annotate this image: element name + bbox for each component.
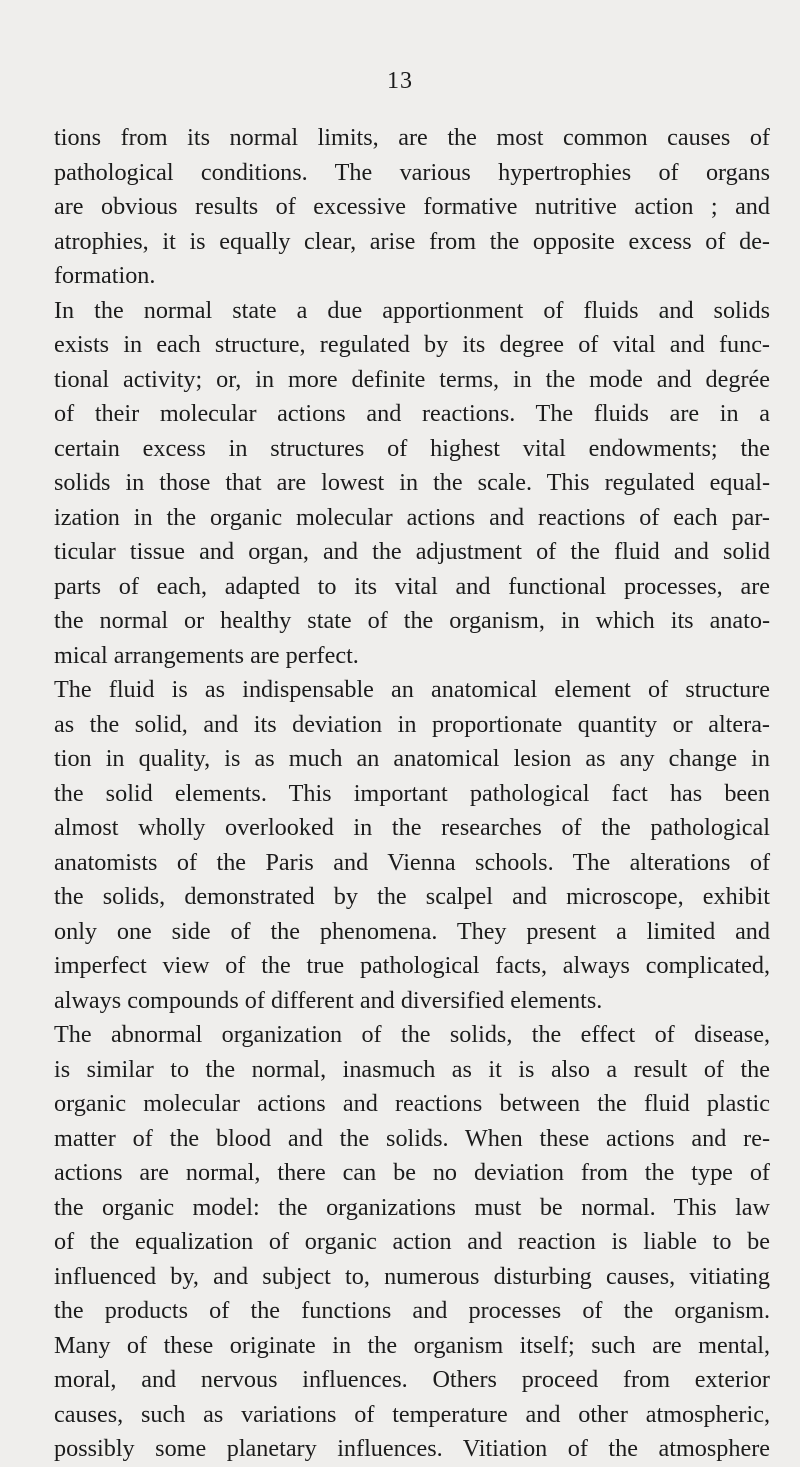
text-line: solids in those that are lowest in the scale. This regulated equal- [54, 469, 770, 496]
text-line: of the equalization of organic action and reaction is liable to be [54, 1228, 770, 1255]
page-number: 13 [387, 68, 413, 94]
text-line: imperfect view of the true pathological facts, always complicated, [54, 952, 770, 979]
text-line: tions from its normal limits, are the most common causes of [54, 124, 770, 151]
text-line: ticular tissue and organ, and the adjustment of the fluid and solid [54, 538, 770, 565]
text-line: the products of the functions and processes of the organism. [54, 1297, 770, 1324]
text-line: certain excess in structures of highest vital endowments; the [54, 434, 770, 462]
text-line: moral, and nervous influences. Others proceed from exterior [54, 1366, 770, 1393]
text-line: of their molecular actions and reactions. The fluids are in a [54, 400, 770, 427]
text-line: matter of the blood and the solids. When these actions and re- [54, 1124, 770, 1152]
text-line: is similar to the normal, inasmuch as it is also a result of the [54, 1055, 770, 1083]
text-line: The abnormal organization of the solids, the effect of disease, [54, 1021, 770, 1048]
text-line: exists in each structure, regulated by its degree of vital and func- [54, 331, 770, 358]
text-line: influenced by, and subject to, numerous disturbing causes, vitiating [54, 1262, 770, 1290]
text-line: are obvious results of excessive formative nutritive action ; and [54, 193, 770, 220]
text-line: mical arrangements are perfect. [54, 641, 359, 669]
page-body-text [54, 121, 770, 1467]
text-line: the organic model: the organizations must be normal. This law [54, 1193, 770, 1221]
text-line: tional activity; or, in more definite terms, in the mode and degrée [54, 365, 770, 393]
text-line: actions are normal, there can be no deviation from the type of [54, 1159, 770, 1186]
text-line: formation. [54, 262, 156, 289]
text-line: almost wholly overlooked in the researches of the pathological [54, 814, 770, 841]
text-line: atrophies, it is equally clear, arise from the opposite excess of de- [54, 227, 770, 255]
text-line: the solid elements. This important pathological fact has been [54, 779, 770, 807]
text-line: the solids, demonstrated by the scalpel and microscope, exhibit [54, 883, 770, 910]
text-line: ization in the organic molecular actions and reactions of each par- [54, 503, 770, 531]
text-line: pathological conditions. The various hypertrophies of organs [54, 158, 770, 186]
text-line: only one side of the phenomena. They present a limited and [54, 917, 770, 945]
text-line: causes, such as variations of temperature and other atmospheric, [54, 1400, 770, 1428]
text-line: Many of these originate in the organism itself; such are mental, [54, 1331, 770, 1359]
text-line: In the normal state a due apportionment of fluids and solids [54, 296, 770, 324]
text-line: The fluid is as indispensable an anatomical element of structure [54, 676, 770, 703]
text-line: parts of each, adapted to its vital and functional processes, are [54, 572, 770, 600]
text-line: as the solid, and its deviation in proportionate quantity or altera- [54, 710, 770, 738]
text-line: the normal or healthy state of the organism, in which its anato- [54, 607, 770, 634]
text-line: tion in quality, is as much an anatomical lesion as any change in [54, 745, 770, 772]
text-line: organic molecular actions and reactions between the fluid plastic [54, 1090, 770, 1117]
text-line: always compounds of different and diversified elements. [54, 986, 603, 1014]
text-line: anatomists of the Paris and Vienna schools. The alterations of [54, 848, 770, 876]
text-line: possibly some planetary influences. Vitiation of the atmosphere [54, 1435, 770, 1462]
